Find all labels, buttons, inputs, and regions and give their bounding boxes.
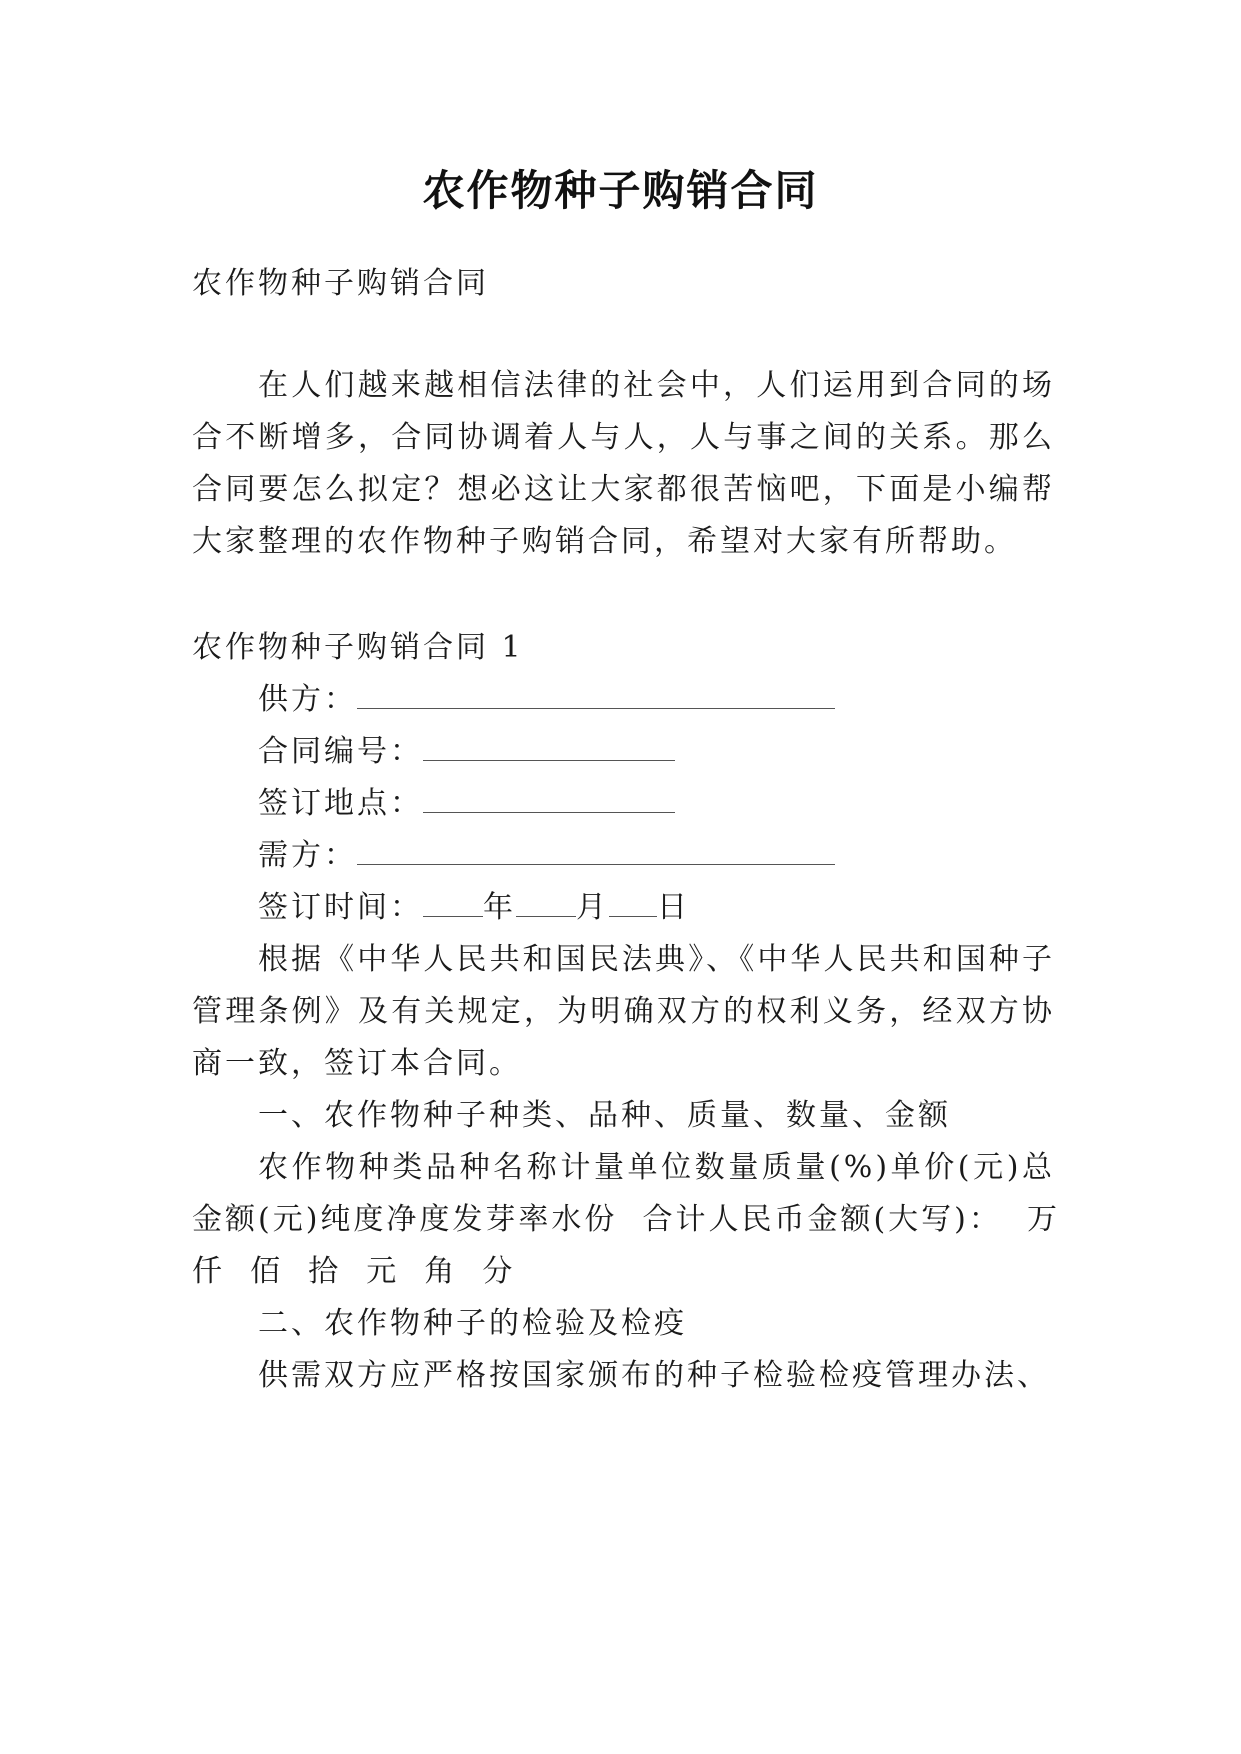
section-2-title: 二、农作物种子的检验及检疫 bbox=[258, 1306, 687, 1341]
buyer-field bbox=[258, 838, 835, 874]
basis-line-2: 管理条例》及有关规定，为明确双方的权利义务，经双方协 bbox=[192, 994, 1055, 1029]
document-title: 农作物种子购销合同 bbox=[422, 166, 819, 215]
basis-line-1: 根据《中华人民共和国民法典》、《中华人民共和国种子 bbox=[258, 942, 1055, 977]
sign-place-field bbox=[258, 786, 675, 822]
day-label: 日 bbox=[657, 890, 690, 925]
sign-place-blank bbox=[423, 788, 675, 813]
intro-line-4: 大家整理的农作物种子购销合同，希望对大家有所帮助。 bbox=[192, 524, 1017, 559]
sign-time-label: 签订时间： bbox=[258, 890, 423, 925]
section-2-line-1: 供需双方应严格按国家颁布的种子检验检疫管理办法、 bbox=[258, 1358, 1050, 1393]
document-subtitle: 农作物种子购销合同 bbox=[192, 266, 489, 301]
supplier-field bbox=[258, 682, 835, 718]
contract-no-label: 合同编号： bbox=[258, 734, 423, 769]
intro-line-2: 合不断增多，合同协调着人与人，人与事之间的关系。那么 bbox=[192, 420, 1055, 455]
table-line-2: 金额(元)纯度净度发芽率水份 合计人民币金额(大写)： 万 bbox=[192, 1202, 1060, 1237]
month-blank bbox=[516, 892, 576, 917]
sign-time-field bbox=[258, 890, 690, 926]
year-blank bbox=[423, 892, 483, 917]
buyer-label: 需方： bbox=[258, 838, 357, 873]
contract-no-field bbox=[258, 734, 675, 770]
section-1-title: 一、农作物种子种类、品种、质量、数量、金额 bbox=[258, 1098, 951, 1133]
contract-heading: 农作物种子购销合同 1 bbox=[192, 630, 524, 665]
day-blank bbox=[609, 892, 657, 917]
supplier-blank bbox=[357, 684, 835, 709]
table-line-1: 农作物种类品种名称计量单位数量质量(%)单价(元)总 bbox=[258, 1150, 1055, 1185]
contract-no-blank bbox=[423, 736, 675, 761]
supplier-label: 供方： bbox=[258, 682, 357, 717]
year-label: 年 bbox=[483, 890, 516, 925]
intro-line-3: 合同要怎么拟定？想必这让大家都很苦恼吧，下面是小编帮 bbox=[192, 472, 1055, 507]
table-line-3: 仟 佰 拾 元 角 分 bbox=[192, 1254, 516, 1289]
basis-line-3: 商一致，签订本合同。 bbox=[192, 1046, 522, 1081]
intro-line-1: 在人们越来越相信法律的社会中，人们运用到合同的场 bbox=[258, 368, 1055, 403]
buyer-blank bbox=[357, 840, 835, 865]
sign-place-label: 签订地点： bbox=[258, 786, 423, 821]
month-label: 月 bbox=[576, 890, 609, 925]
